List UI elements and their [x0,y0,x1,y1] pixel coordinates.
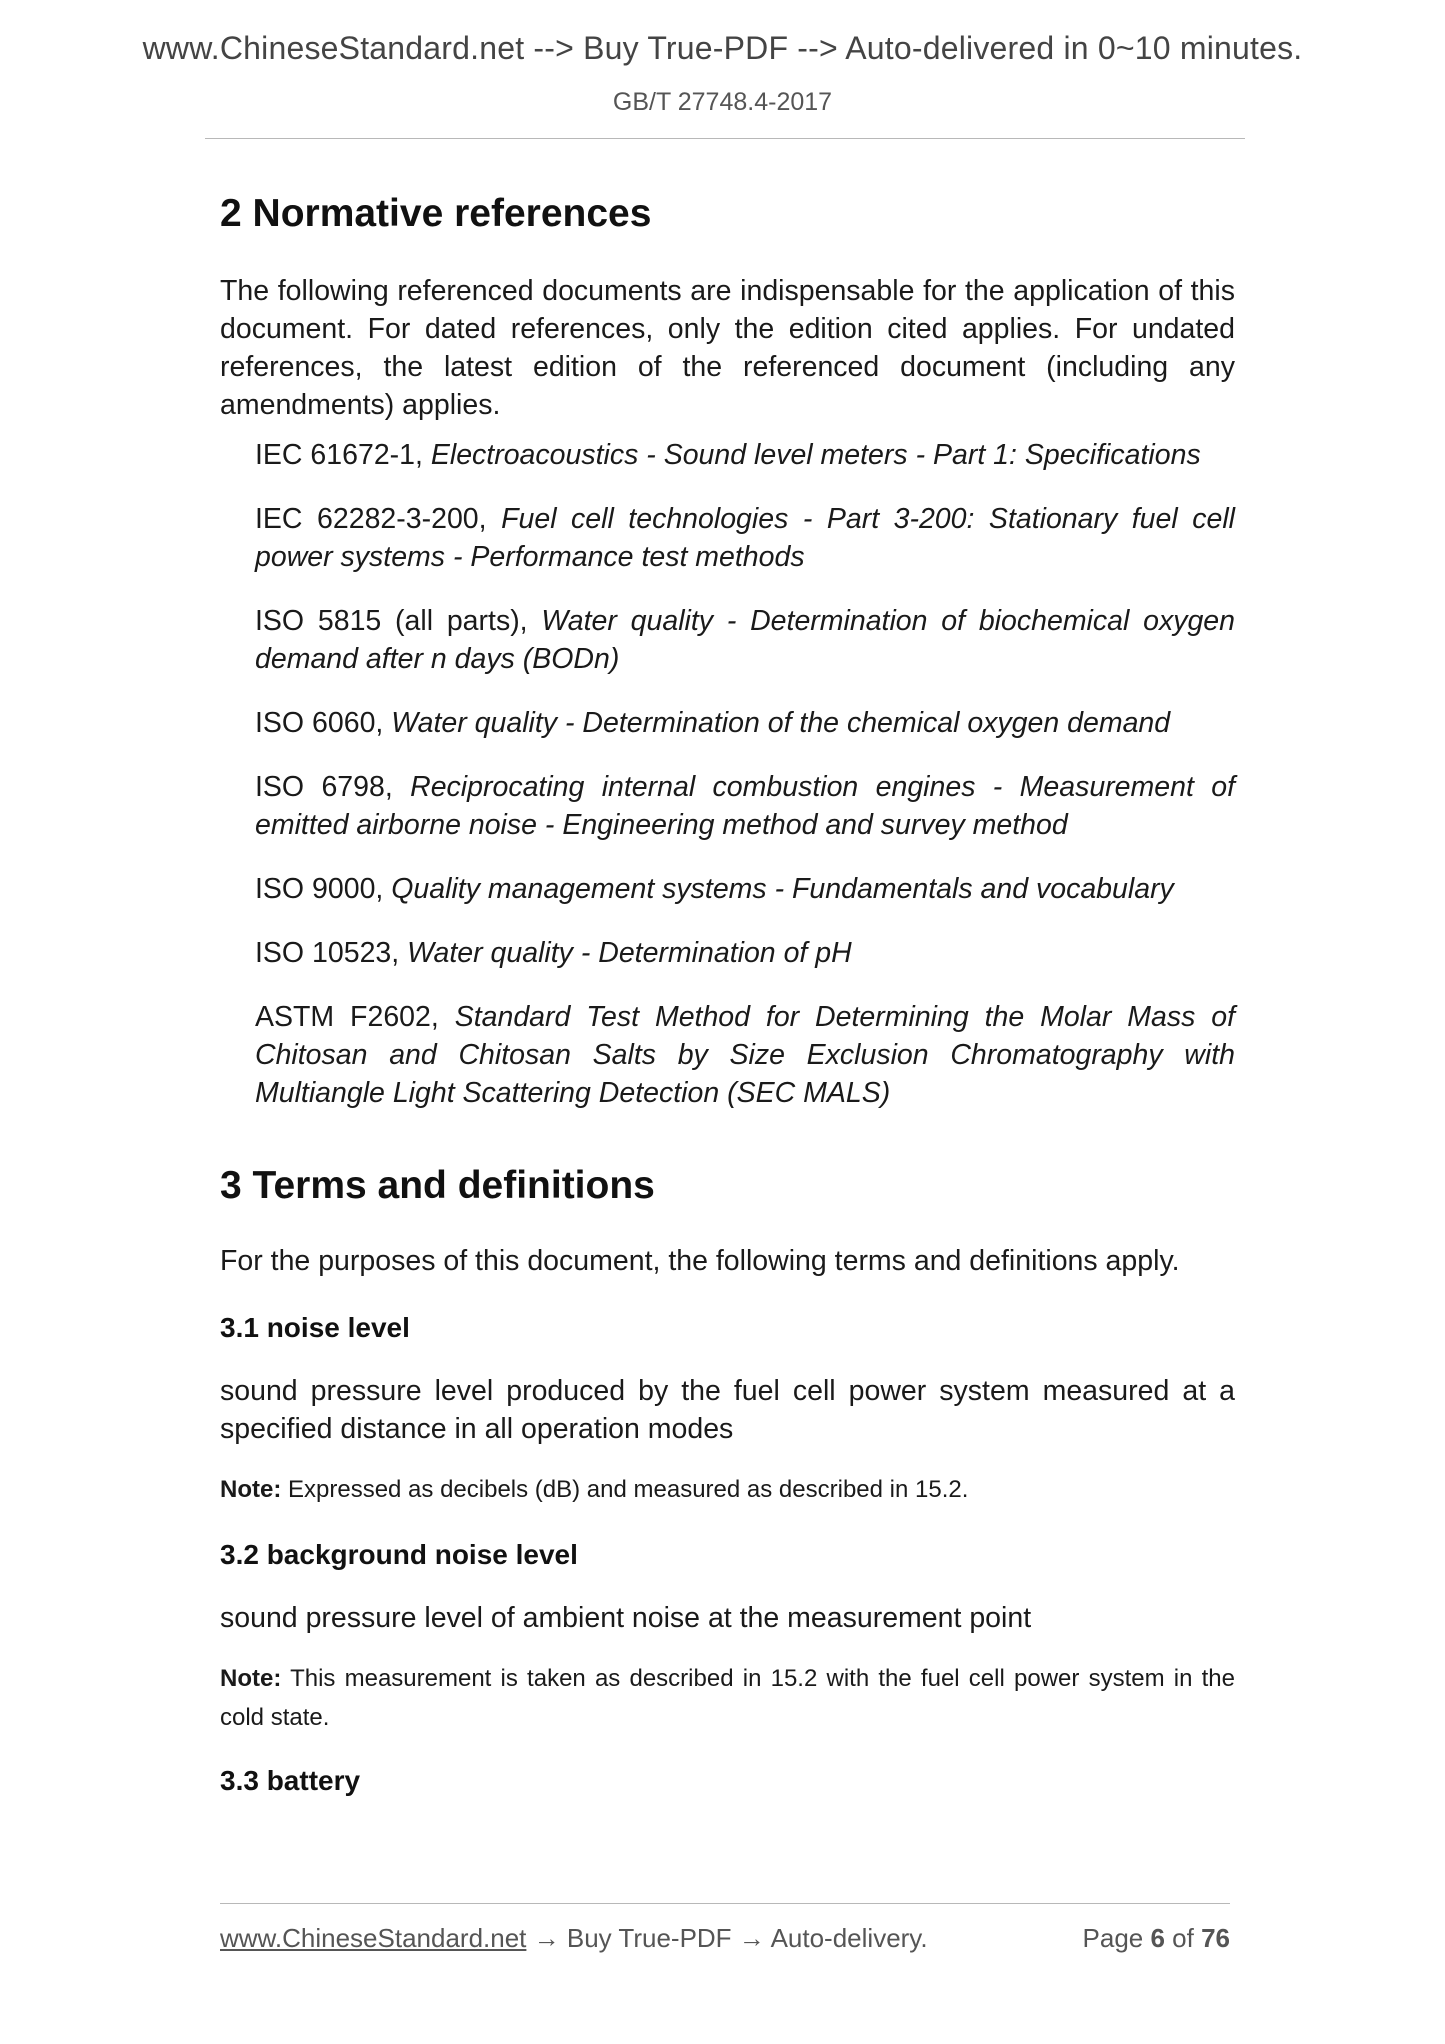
reference-title: Quality management systems - Fundamentals and vocabulary [391,873,1174,905]
section-3-heading: 3 Terms and definitions [220,1164,655,1207]
total-page-number: 76 [1201,1923,1230,1953]
reference-code: ISO 10523, [255,937,408,969]
reference-title: Water quality - Determination of pH [407,937,852,969]
page-content [220,178,1235,1801]
reference-item [255,500,1235,576]
page-footer [220,1918,1230,1958]
reference-code: IEC 61672-1, [255,439,431,471]
note-label: Note: [220,1665,282,1692]
term-definition: sound pressure level produced by the fuel cell power system measured at a specified distance in all operation modes [220,1375,1235,1445]
reference-item [255,704,1235,742]
term-note [220,1470,1235,1509]
reference-item [255,870,1235,908]
section-2-intro: The following referenced documents are indispensable for the application of this document. For dated references, only the edition cited applies. For undated references, the latest edition of the referenced document (including any amendments) applies. [220,275,1235,421]
footer-tagline: → Buy True-PDF → Auto-delivery. [526,1923,928,1953]
reference-title: Electroacoustics - Sound level meters - Part 1: Specifications [430,439,1201,471]
footer-website-link[interactable]: www.ChineseStandard.net [220,1923,527,1953]
term-heading: 3.3 battery [220,1765,361,1796]
reference-code: IEC 62282-3-200, [255,503,502,535]
reference-title: Fuel cell technologies - Part 3-200: Stationary fuel cell power systems - Performance test methods [255,503,1235,573]
note-label: Note: [220,1476,282,1503]
reference-code: ISO 9000, [255,873,392,905]
footer-left [220,1918,928,1958]
reference-item [255,934,1235,972]
page-label: Page [1082,1923,1151,1953]
reference-item [255,602,1235,678]
reference-title: Water quality - Determination of biochemical oxygen demand after n days (BODn) [255,605,1235,675]
reference-item [255,768,1235,844]
current-page-number: 6 [1150,1923,1165,1953]
term-heading: 3.2 background noise level [220,1539,578,1570]
standard-code: GB/T 27748.4-2017 [612,88,833,116]
reference-item [255,998,1235,1112]
normative-references-list [220,436,1235,1112]
page-of-label: of [1164,1923,1202,1953]
reference-code: ISO 5815 (all parts), [255,605,542,637]
top-banner: www.ChineseStandard.net --> Buy True-PDF --> Auto-delivered in 0~10 minutes. [142,30,1303,66]
term-heading: 3.1 noise level [220,1312,410,1343]
reference-title: Standard Test Method for Determining the Molar Mass of Chitosan and Chitosan Salts by Size Exclusion Chromatography with Multiangle Light Scattering Detection (SEC MALS) [255,1001,1235,1109]
header-divider [205,138,1245,139]
term-definition: sound pressure level of ambient noise at the measurement point [220,1602,1032,1634]
reference-code: ASTM F2602, [255,1001,455,1033]
reference-code: ISO 6798, [255,771,411,803]
page-indicator [1083,1918,1230,1958]
term-note [220,1659,1235,1737]
note-text: Expressed as decibels (dB) and measured as described in 15.2. [281,1476,969,1503]
reference-item [255,436,1235,474]
reference-title: Water quality - Determination of the chemical oxygen demand [391,707,1171,739]
footer-divider [220,1903,1230,1904]
section-2-heading: 2 Normative references [220,192,652,235]
reference-title: Reciprocating internal combustion engines - Measurement of emitted airborne noise - Engineering method and survey method [255,771,1235,841]
note-text: This measurement is taken as described in 15.2 with the fuel cell power system in the cold state. [220,1665,1235,1731]
section-3-intro: For the purposes of this document, the following terms and definitions apply. [220,1245,1180,1277]
reference-code: ISO 6060, [255,707,392,739]
